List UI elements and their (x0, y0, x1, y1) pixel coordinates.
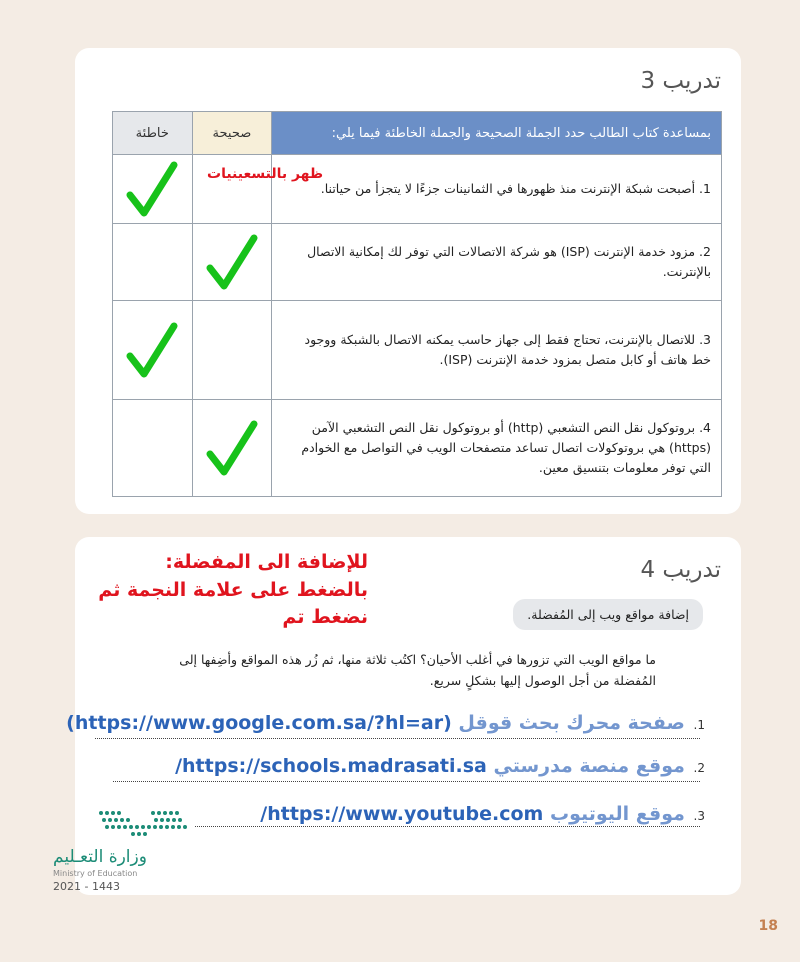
favorites-note-line: للإضافة الى المفضلة: (165, 551, 368, 573)
site-number: 2. (693, 761, 705, 775)
false-cell-1 (113, 155, 193, 224)
true-header: صحيحة (192, 112, 272, 155)
favorites-note-line: بالضغط على علامة النجمة ثم (98, 578, 368, 601)
ministry-dots-icon (93, 805, 193, 839)
exercise-4-question: ما مواقع الويب التي تزورها في أغلب الأحيان؟ اكتُب ثلاثة منها، ثم زُر هذه المواقع وأضِفها إلى المُفضلة من أجل الوصول إليها بشكلٍ سريع. (179, 652, 656, 689)
site-number: 1. (693, 718, 705, 732)
task-pill: إضافة مواقع ويب إلى المُفضلة. (513, 599, 703, 630)
site-name: صفحة محرك بحث قوقل (458, 712, 685, 734)
exercise-4-card (66, 537, 741, 895)
ministry-name-ar: وزارة التعـليم (53, 847, 147, 867)
false-cell-2 (113, 224, 193, 301)
check-mark-icon (124, 159, 180, 219)
table-row (113, 301, 722, 400)
true-cell-2 (192, 224, 272, 301)
favorites-instruction-note (98, 549, 368, 632)
site-number: 3. (693, 809, 705, 823)
answer-line-2 (113, 781, 700, 782)
exercise-3-card (75, 48, 741, 514)
exercise-4-heading: تدريب 4 (640, 557, 721, 583)
site-answer-2 (175, 755, 705, 777)
site-url: https://schools.madrasati.sa/ (175, 755, 487, 777)
site-url: https://www.youtube.com/ (260, 803, 544, 825)
check-mark-icon (204, 232, 260, 292)
true-cell-4 (192, 400, 272, 497)
false-cell-3 (113, 301, 193, 400)
statement-2: 2. مزود خدمة الإنترنت (ISP) هو شركة الاتصالات التي توفر لك إمكانية الاتصال بالإنترنت. (272, 224, 722, 301)
table-header-row (113, 112, 722, 155)
true-false-table (112, 111, 722, 497)
site-name: موقع منصة مدرستي (493, 755, 685, 777)
statement-1: 1. أصبحت شبكة الإنترنت منذ ظهورها في الثمانينات جزءًا لا يتجزأ من حياتنا. (272, 155, 722, 224)
edition-year: 2021 - 1443 (53, 880, 120, 893)
site-url: (https://www.google.com.sa/?hl=ar) (66, 712, 452, 734)
site-answer-3 (260, 803, 705, 825)
table-row (113, 400, 722, 497)
statement-3: 3. للاتصال بالإنترنت، تحتاج فقط إلى جهاز حاسب يمكنه الاتصال بالشبكة ووجود خط هاتف أو كابل متصل بمزود خدمة الإنترنت (ISP). (272, 301, 722, 400)
table-row (113, 224, 722, 301)
site-name: موقع اليوتيوب (549, 803, 685, 825)
true-cell-1 (192, 155, 272, 224)
ministry-logo (53, 805, 163, 893)
page-number: 18 (758, 918, 778, 934)
answer-line-3 (195, 826, 700, 827)
question-header: بمساعدة كتاب الطالب حدد الجملة الصحيحة والجملة الخاطئة فيما يلي: (272, 112, 722, 155)
handwritten-correction: ظهر بالتسعينيات (207, 166, 324, 182)
site-answer-1 (66, 712, 705, 734)
ministry-name-en: Ministry of Education (53, 869, 138, 878)
favorites-note-line: نضغط تم (282, 606, 368, 629)
false-header: خاطئة (113, 112, 193, 155)
false-cell-4 (113, 400, 193, 497)
exercise-3-heading: تدريب 3 (640, 68, 721, 94)
check-mark-icon (124, 320, 180, 380)
answer-line-1 (95, 738, 700, 739)
table-row (113, 155, 722, 224)
check-mark-icon (204, 418, 260, 478)
statement-4: 4. بروتوكول نقل النص التشعبي (http) أو بروتوكول نقل النص التشعبي الآمن (https) هي بروتوكولات اتصال تساعد متصفحات الويب في التواصل مع الخوادم التي توفر معلومات بتنسيق معين. (272, 400, 722, 497)
true-cell-3 (192, 301, 272, 400)
